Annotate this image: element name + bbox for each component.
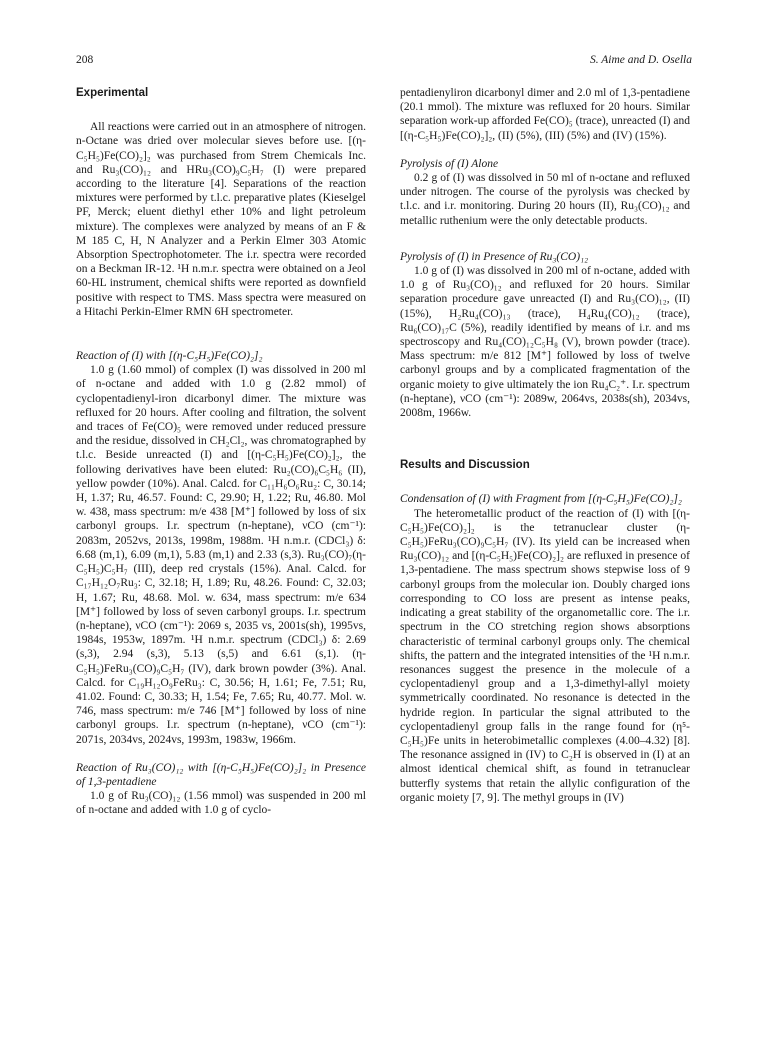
paragraph-pyrolysis-alone: 0.2 g of (I) was dissolved in 50 ml of n-octane and refluxed under nitrogen. The course of the pyrolysis was checked by t.l.c. and i.r. monitoring. During 20 hours (II), Ru₃(CO)₁₂ and metallic ruthenium were the only detectable products. [400,172,690,227]
subheading-reaction-ru3: Reaction of Ru₃(CO)₁₂ with [(η-C₅H₅)Fe(CO)₂]₂ in Presence of 1,3-pentadiene [76,761,366,788]
paragraph-pyrolysis-ru3: 1.0 g of (I) was dissolved in 200 ml of n-octane, added with 1.0 g of Ru₃(CO)₁₂ and refluxed for 20 hours. Similar separation procedure gave unreacted (I) and Ru₃(CO)₁₂, (II) (15%), H₂Ru₄(CO)₁₃ (trace), H₄Ru₄(CO)₁₂ (trace), Ru₆(CO)₁₇C (5%), readily identified by means of i.r. and ms spectroscopy and Ru₄(CO)₁₂C₅H₈ (V), brown powder (trace). Mass spectrum: m/e 812 [M⁺] followed by loss of twelve carbonyl groups and by a complicated fragmentation of the organic moiety to give ultimately the ion Ru₄C₂⁺. I.r. spectrum (n-heptane), νCO (cm⁻¹): 2089w, 2064vs, 2038s(sh), 2034vs, 2008m, 1966w. [400,265,690,420]
section-heading-experimental: Experimental [76,87,149,99]
page-header [76,54,692,70]
paragraph-general: All reactions were carried out in an atmosphere of nitrogen. n-Octane was dried over molecular sieves before use. [(η-C₅H₅)Fe(CO)₂]₂ was purchased from Strem Chemicals Inc. and Ru₃(CO)₁₂ and HRu₃(CO)₉C₅H₇ (I) were prepared according to the literature [4]. Separations of the reaction mixtures were performed by t.l.c. preparative plates (Kieselgel PF, Merck; eluent diethyl ether 10% and light petroleum mixture). The complexes were analyzed by means of an F & M 185 C, H, N Analyzer and a Perkin Elmer 303 Atomic Absorption Spectrophotometer. The i.r. spectra were recorded on a Beckman IR-12. ¹H n.m.r. spectra were obtained on a Jeol 60-HL instrument, chemical shifts were reported as downfield positive with respect to TMS. Mass spectra were measured on a Hitachi Perkin-Elmer RMN 6H spectrometer. [76,121,366,318]
page-number: 208 [76,54,94,66]
section-heading-results: Results and Discussion [400,459,530,472]
paragraph-condensation: The heterometallic product of the reaction of (I) with [(η-C₅H₅)Fe(CO)₂]₂ is the tetranuclear cluster (η-C₅H₅)FeRu₃(CO)₉C₅H₇ (IV). Its yield can be increased when Ru₃(CO)₁₂ and [(η-C₅H₅)Fe(CO)₂]₂ are refluxed in presence of 1,3-pentadiene. The mass spectrum shows stepwise loss of 9 carbonyl groups from the molecular ion. Doubly charged ions corresponding to CO loss are present as intense peaks, indicating a great stability of the organometallic core. The i.r. spectrum in the CO stretching region shows absorptions characteristic of terminal carbonyl groups only. The chemical shifts, the pattern and the integrated intensities of the ¹H n.m.r. resonances suggest the presence in the molecule of a cyclopentadienyl group and a 1,3-dimethyl-allyl moiety symmetrically coordinated. No resonance is detected in the hydride region. In particular the signal attributed to the cyclopentadienyl group falls in the range found for (η⁵-C₅H₅)Fe units in heterobimetallic complexes (4.00–4.32) [8]. The resonance assigned in (IV) to C₂H is observed in (I) at an almost identical chemical shift, as found in tetranuclear butterfly systems that retain the allylic configuration of the organic moiety [7, 9]. The methyl groups in (IV) [400,507,690,804]
right-column [400,86,690,805]
running-head: S. Aime and D. Osella [589,54,692,66]
subheading-pyrolysis-ru3: Pyrolysis of (I) in Presence of Ru₃(CO)₁₂ [400,250,589,263]
subheading-reaction-i: Reaction of (I) with [(η-C₅H₅)Fe(CO)₂]₂ [76,350,263,363]
paragraph-continued: pentadienyliron dicarbonyl dimer and 2.0 ml of 1,3-pentadiene (20.1 mmol). The mixture was refluxed for 20 hours. Similar separation work-up afforded Fe(CO)₅ (trace), unreacted (I) and [(η-C₅H₅)Fe(CO)₂]₂, (II) (5%), (III) (5%) and (IV) (15%). [400,87,690,142]
paragraph-reaction-i: 1.0 g (1.60 mmol) of complex (I) was dissolved in 200 ml of n-octane and added with 1.0 g (2.82 mmol) of cyclopentadienyl-iron dicarbonyl dimer. The mixture was refluxed for 20 hours. After cooling and filtration, the solvent and traces of Fe(CO)₅ were removed under reduced pressure and the residue, dissolved in CH₂Cl₂, was chromatographed by t.l.c. Beside unreacted (I) and [(η-C₅H₅)Fe(CO)₂]₂, the following derivatives have been eluted: Ru₂(CO)₆C₅H₆ (II), yellow powder (10%). Anal. Calcd. for C₁₁H₆O₆Ru₂: C, 30.14; H, 1.37; Ru, 46.57. Found: C, 29.90; H, 1.22; Ru, 46.80. Mol w. 438, mass spectrum: m/e 438 [M⁺] followed by loss of six carbonyl groups. I.r. spectrum (n-heptane), νCO (cm⁻¹): 2083m, 2052vs, 2013s, 1998m, 1988m. ¹H n.m.r. (CDCl₃) δ: 6.68 (m,1), 6.09 (m,1), 5.83 (m,1) and 2.33 (s,3). Ru₃(CO)₇(η-C₅H₅)C₅H₇ (III), deep red crystals (15%). Anal. Calcd. for C₁₇H₁₂O₇Ru₃: C, 32.18; H, 1.89; Ru, 48.26. Found: C, 32.03; H, 1.67; Ru, 48.68. Mol. w. 634, mass spectrum: m/e 634 [M⁺] followed by loss of seven carbonyl groups. I.r. spectrum (n-heptane), νCO (cm⁻¹): 2069 s, 2035 vs, 2001s(sh), 1995vs, 1984s, 1953w, 1897m. ¹H n.m.r. spectrum (CDCl₃) δ: 2.69 (s,3), 2.94 (s,3), 5.13 (s,5) and 6.61 (s,1). (η-C₅H₅)FeRu₃(CO)₉C₅H₇ (IV), dark brown powder (3%). Anal. Calcd. for C₁₉H₁₂O₉FeRu₃: C, 30.56; H, 1.61; Fe, 7.51; Ru, 41.02. Found: C, 30.33; H, 1.54; Fe, 7.65; Ru, 40.77. Mol. w. 746, mass spectrum: m/e 746 [M⁺] followed by loss of nine carbonyl groups. I.r. spectrum (n-heptane), νCO (cm⁻¹): 2071s, 2034vs, 2024vs, 1993m, 1983w, 1966m. [76,364,366,746]
paragraph-reaction-ru3: 1.0 g of Ru₃(CO)₁₂ (1.56 mmol) was suspended in 200 ml of n-octane and added with 1.0 g of cyclo- [76,790,366,817]
subheading-pyrolysis-alone: Pyrolysis of (I) Alone [400,157,499,170]
subheading-condensation: Condensation of (I) with Fragment from [(η-C₅H₅)Fe(CO)₂]₂ [400,493,682,506]
left-column [76,86,366,818]
